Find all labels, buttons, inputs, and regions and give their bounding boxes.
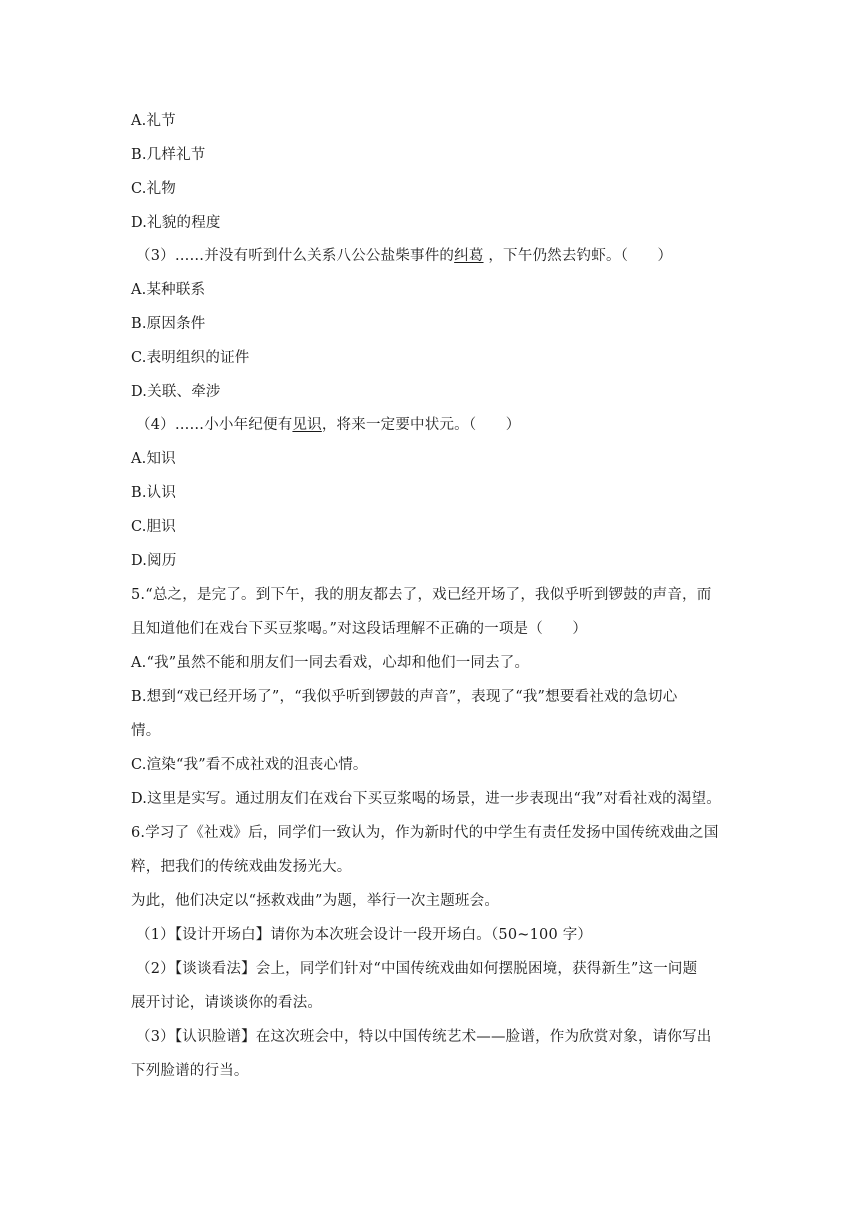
question-6-line: 粹，把我们的传统戏曲发扬光大。 — [131, 859, 352, 875]
question-5-line: 且知道他们在戏台下买豆浆喝。”对这段话理解不正确的一项是（ ） — [131, 621, 588, 637]
sub-question-1: （1）【设计开场白】请你为本次班会设计一段开场白。（50~100 字） — [136, 927, 593, 943]
underlined-word: 见识 — [292, 417, 322, 433]
option-b-continued: 情。 — [131, 723, 161, 739]
option-b: B.认识 — [131, 485, 177, 501]
option-b: B.几样礼节 — [131, 147, 206, 163]
option-d: D.礼貌的程度 — [131, 215, 221, 231]
question-4-pre: （4）……小小年纪便有 — [136, 417, 293, 433]
option-a: A.礼节 — [131, 113, 176, 129]
question-3 — [136, 247, 672, 265]
question-6-line: 6.学习了《社戏》后，同学们一致认为，作为新时代的中学生有责任发扬中国传统戏曲之国 — [131, 825, 719, 841]
option-b: B.想到“戏已经开场了”，“我似乎听到锣鼓的声音”，表现了“我”想要看社戏的急切心 — [131, 689, 678, 705]
question-4-post: ，将来一定要中状元。（ ） — [321, 417, 521, 433]
sub-question-3-continued: 下列脸谱的行当。 — [131, 1063, 249, 1079]
option-c: C.胆识 — [131, 519, 176, 535]
option-a: A.“我”虽然不能和朋友们一同去看戏，心却和他们一同去了。 — [131, 655, 530, 671]
option-b: B.原因条件 — [131, 316, 206, 332]
sub-question-2: （2）【谈谈看法】会上，同学们针对“中国传统戏曲如何摆脱困境，获得新生”这一问题 — [136, 961, 698, 977]
option-c: C.礼物 — [131, 181, 176, 197]
question-3-pre: （3）……并没有听到什么关系八公公盐柴事件的 — [136, 248, 455, 264]
question-3-post: ，下午仍然去钓虾。（ ） — [483, 248, 673, 264]
underlined-word: 纠葛 — [454, 248, 484, 264]
sub-question-3: （3）【认识脸谱】在这次班会中，特以中国传统艺术——脸谱，作为欣赏对象，请你写出 — [136, 1029, 712, 1045]
option-a: A.知识 — [131, 451, 176, 467]
question-6-line: 为此，他们决定以“拯救戏曲”为题，举行一次主题班会。 — [131, 893, 500, 909]
option-a: A.某种联系 — [131, 282, 206, 298]
option-c: C.表明组织的证件 — [131, 350, 250, 366]
sub-question-2-continued: 展开讨论，请谈谈你的看法。 — [131, 995, 323, 1011]
option-d: D.阅历 — [131, 553, 177, 569]
question-4 — [136, 416, 520, 434]
option-c: C.渲染“我”看不成社戏的沮丧心情。 — [131, 757, 368, 773]
option-d: D.关联、牵涉 — [131, 384, 221, 400]
option-d: D.这里是实写。通过朋友们在戏台下买豆浆喝的场景，进一步表现出“我”对看社戏的渴望。 — [131, 791, 721, 807]
question-5-line: 5.“总之，是完了。到下午，我的朋友都去了，戏已经开场了，我似乎听到锣鼓的声音，而 — [131, 587, 712, 603]
